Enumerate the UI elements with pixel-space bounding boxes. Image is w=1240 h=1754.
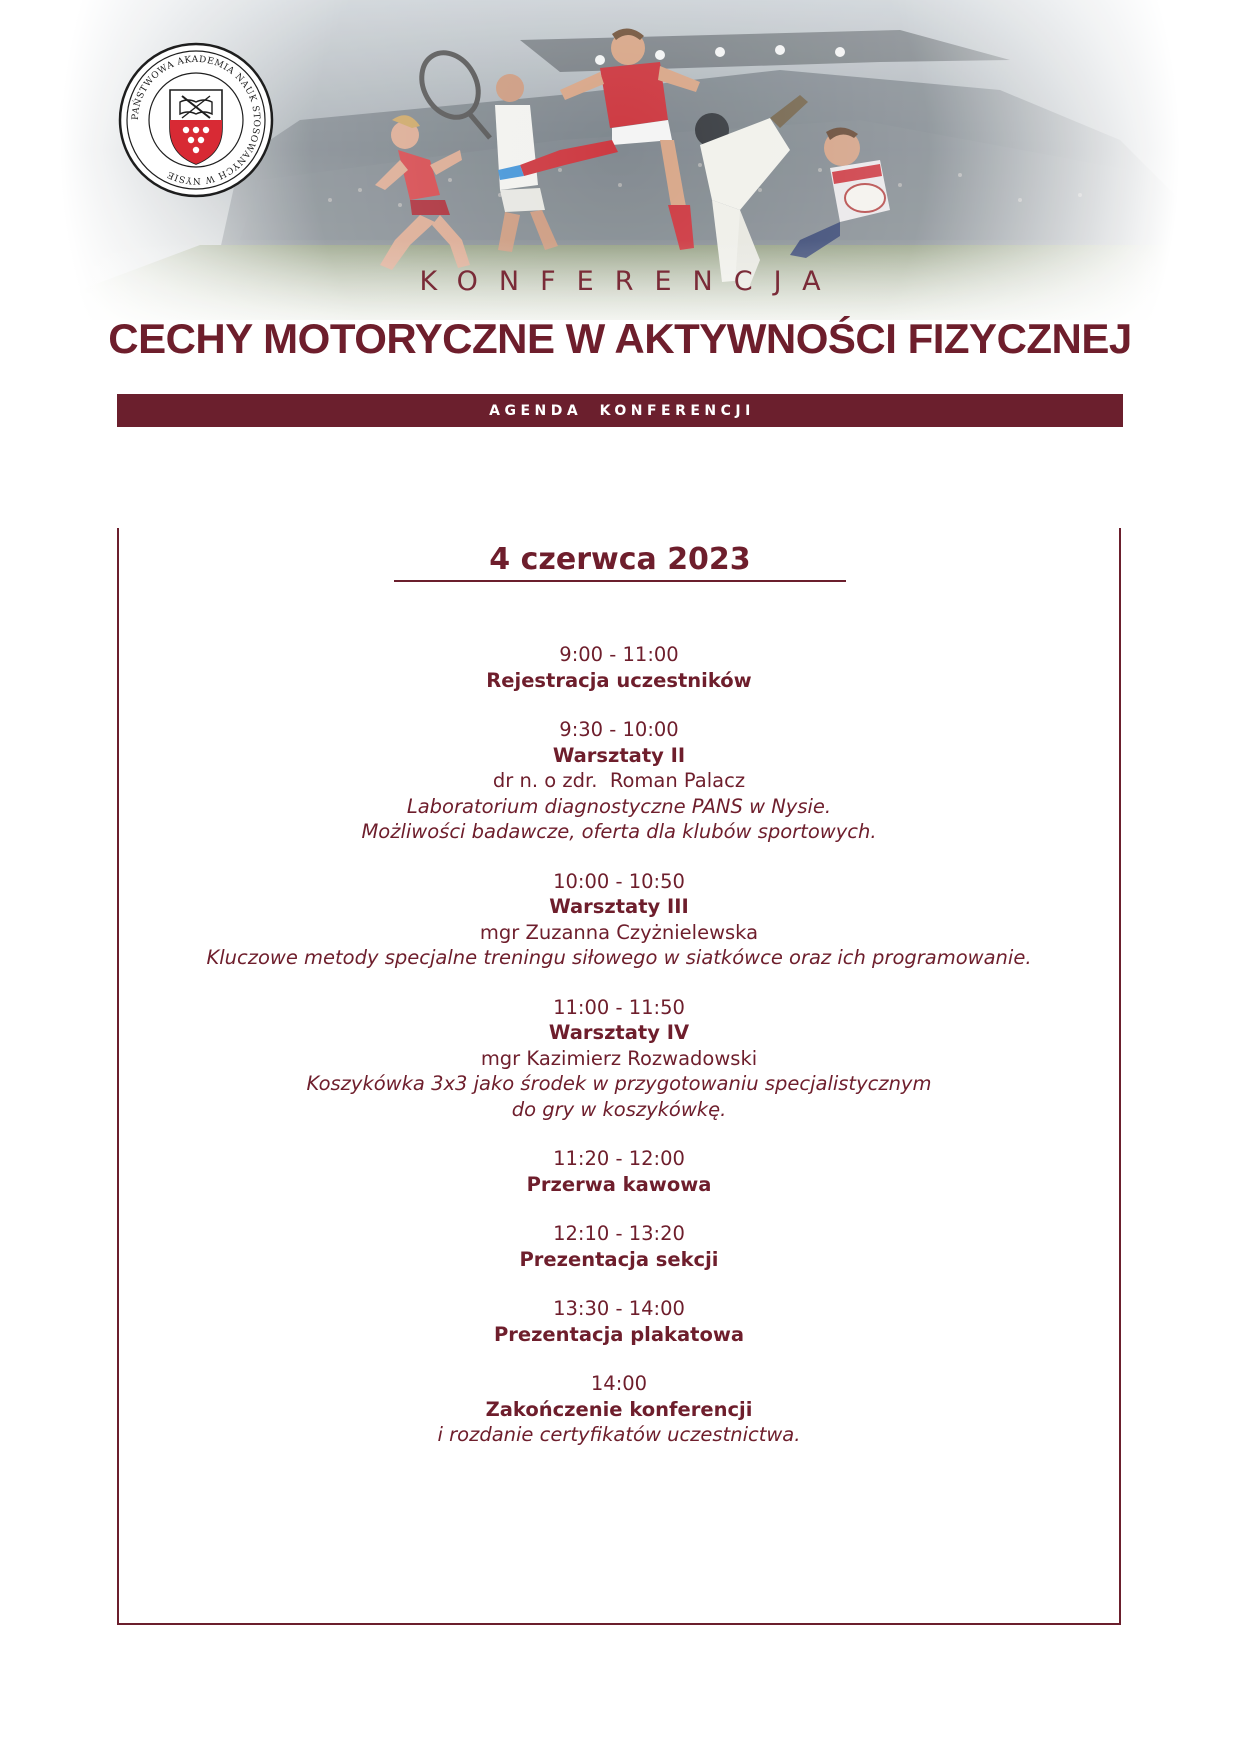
entry-title: Warsztaty III: [549, 895, 689, 918]
conference-kicker: KONFERENCJA: [419, 266, 842, 297]
entry-title: Przerwa kawowa: [526, 1172, 712, 1196]
agenda-entry: [117, 995, 1121, 1123]
agenda-banner: [117, 394, 1123, 427]
agenda-entry: [117, 1146, 1121, 1197]
entry-title: Warsztaty II: [552, 743, 686, 767]
svg-text:PAŃSTWOWA AKADEMIA NAUK STOSOW: PAŃSTWOWA AKADEMIA NAUK STOSOWANYCH W NYSIE: [130, 54, 262, 186]
entry-speaker: mgr Kazimierz Rozwadowski: [480, 1046, 758, 1070]
entry-speaker: dr n. o zdr. Roman Palacz: [492, 769, 746, 792]
entry-description: do gry w koszykówkę.: [511, 1097, 727, 1121]
entry-time: 9:30 - 10:00: [559, 718, 679, 741]
header: [0, 0, 1240, 450]
date-underline: [394, 580, 846, 582]
agenda-entry: [117, 717, 1121, 845]
entry-title: Prezentacja plakatowa: [493, 1322, 745, 1346]
agenda-schedule: [117, 642, 1121, 1472]
entry-description: Kluczowe metody specjalne treningu siłowego w siatkówce oraz ich programowanie.: [206, 946, 1032, 969]
agenda-entry: [117, 869, 1121, 971]
entry-title: Prezentacja sekcji: [519, 1247, 719, 1271]
entry-time: 12:10 - 13:20: [553, 1222, 685, 1245]
entry-description: Możliwości badawcze, oferta dla klubów sportowych.: [361, 820, 877, 843]
conference-title: CECHY MOTORYCZNE W AKTYWNOŚCI FIZYCZNEJ: [108, 315, 1132, 362]
agenda-entry: [117, 1371, 1121, 1448]
agenda-banner-label: AGENDA KONFERENCJI: [489, 402, 755, 419]
entry-title: Warsztaty IV: [548, 1021, 690, 1044]
agenda-date: 4 czerwca 2023: [489, 542, 751, 577]
entry-title: Zakończenie konferencji: [485, 1397, 753, 1421]
entry-title: Rejestracja uczestników: [486, 668, 752, 692]
entry-time: 11:00 - 11:50: [553, 995, 685, 1019]
agenda-entry: [117, 642, 1121, 693]
entry-description: Laboratorium diagnostyczne PANS w Nysie.: [406, 794, 832, 818]
institution-seal-logo: [118, 42, 274, 198]
entry-time: 11:20 - 12:00: [553, 1147, 685, 1170]
entry-speaker: mgr Zuzanna Czyżnielewska: [479, 920, 759, 944]
entry-time: 13:30 - 14:00: [553, 1297, 685, 1320]
entry-description: Koszykówka 3x3 jako środek w przygotowaniu specjalistycznym: [306, 1072, 932, 1095]
entry-description: i rozdanie certyfikatów uczestnictwa.: [437, 1423, 801, 1446]
agenda-entry: [117, 1221, 1121, 1272]
agenda-entry: [117, 1296, 1121, 1347]
entry-time: 14:00: [590, 1372, 648, 1395]
entry-time: 9:00 - 11:00: [559, 643, 679, 666]
entry-time: 10:00 - 10:50: [553, 869, 685, 893]
